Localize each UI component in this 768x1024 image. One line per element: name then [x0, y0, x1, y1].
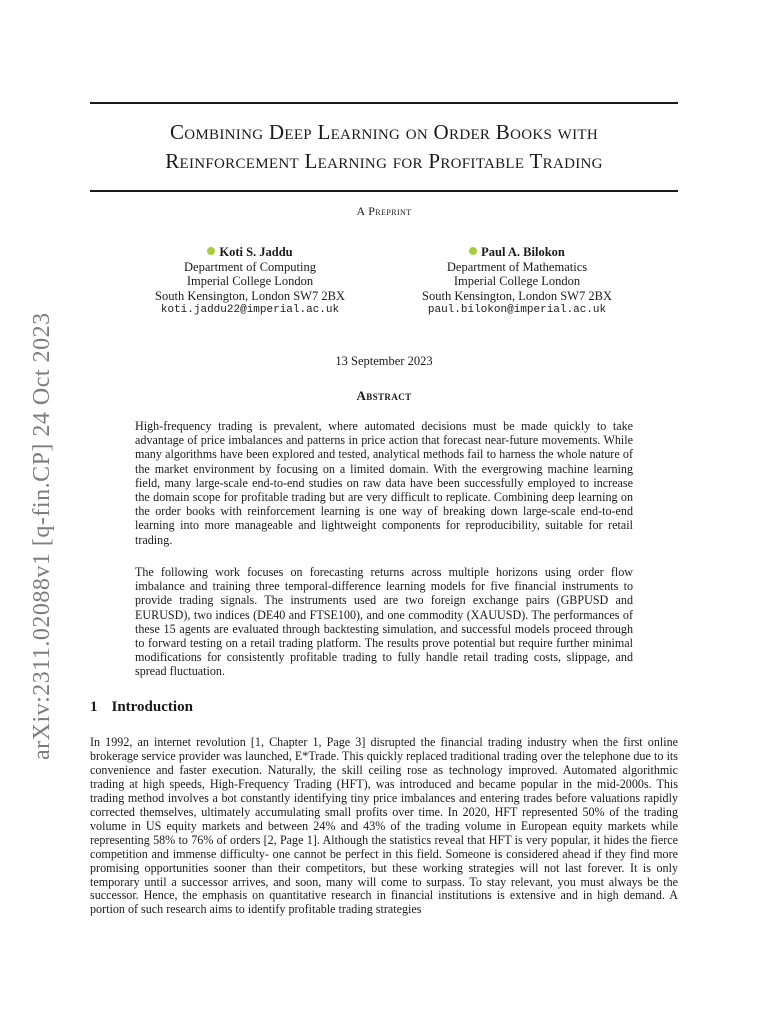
- author-name: Koti S. Jaddu: [120, 245, 380, 260]
- author-department: Department of Mathematics: [446, 259, 588, 274]
- author-block-2: [387, 245, 647, 318]
- title-top-rule: [90, 102, 678, 104]
- abstract-paragraph-2: The following work focuses on forecasting returns across multiple horizons using order flow imbalance and training three temporal-difference learning models for five financial instruments to provide trading signals. The instruments used are two foreign exchange pairs (GBPUSD and EURUSD), two indices (DE40 and FTSE100), and one commodity (XAUUSD). The performances of these 15 agents are evaluated through backtesting simulation, and successful models proceed through to forward testing on a retail trading platform. The results prove potential but require further minimal modifications for consistently profitable trading to fully handle retail trading costs, slippage, and spread fluctuation.: [135, 565, 633, 679]
- author-address: South Kensington, London SW7 2BX: [155, 288, 345, 303]
- arxiv-identifier-stamp: arXiv:2311.02088v1 [q-fin.CP] 24 Oct 2023: [29, 312, 55, 760]
- section-number: 1: [90, 699, 98, 715]
- author-institution: Imperial College London: [453, 274, 581, 288]
- abstract-heading: Abstract: [356, 388, 412, 403]
- author-address: South Kensington, London SW7 2BX: [422, 288, 612, 303]
- title-bottom-rule: [90, 190, 678, 192]
- title-line-2: Reinforcement Learning for Profitable Trading: [165, 149, 603, 173]
- author-institution: Imperial College London: [186, 274, 314, 288]
- paper-date: 13 September 2023: [335, 354, 433, 368]
- abstract-paragraph-1: High-frequency trading is prevalent, where automated decisions must be made quickly to take advantage of price imbalances and patterns in price action that forecast near-future movements. While many algorithms have been explored and tested, analytical methods fail to harness the whole nature of the market environment by focusing on a limited domain. With the evergrowing machine learning field, many large-scale end-to-end studies on raw data have been successfully employed to increase the domain scope for profitable trading but are very difficult to replicate. Combining deep learning on the order books with reinforcement learning is one way of breaking down large-scale end-to-end learning into more manageable and lightweight components for reproducibility, suitable for retail trading.: [135, 419, 633, 547]
- orcid-icon[interactable]: [469, 247, 477, 255]
- author-name: Paul A. Bilokon: [387, 245, 647, 260]
- preprint-label: A Preprint: [356, 204, 412, 218]
- orcid-icon[interactable]: [207, 247, 215, 255]
- introduction-paragraph: In 1992, an internet revolution [1, Chapter 1, Page 3] disrupted the financial trading industry when the first online brokerage service provider was launched, E*Trade. This quickly replaced traditional trading over the telephone due to its convenience and faster execution. Naturally, the skill ceiling rose as technology improved. Automated algorithmic trading at high speeds, High-Frequency Trading (HFT), was introduced and became popular in the mid-2000s. This trading method involves a bot constantly identifying tiny price imbalances and entering trades before valuations rapidly corrected themselves, ultimately accumulating small profits over time. In 2020, HFT represented 50% of the trading volume in US equity markets and between 24% and 43% of the trading volume in European equity markets while representing 58% to 76% of orders [2, Page 1]. Although the statistics reveal that HFT is very popular, it hides the fierce competition and immense difficulty- one cannot be perfect in this field. Someone is considered ahead if they find more promising opportunities sooner than their competitors, but these working strategies will not last forever. It is only temporary until a successor arrives, and soon, many will come to surpass. To stay relevant, you must always be the successor. Hence, the emphasis on quantitative research in financial institutions is extensive and in high demand. A portion of such research aims to identify profitable trading strategies: [90, 735, 678, 917]
- section-heading-introduction: [90, 699, 193, 716]
- author-email[interactable]: paul.bilokon@imperial.ac.uk: [427, 304, 607, 316]
- author-department: Department of Computing: [184, 259, 316, 274]
- author-block-1: [120, 245, 380, 318]
- author-email[interactable]: koti.jaddu22@imperial.ac.uk: [160, 304, 340, 316]
- title-line-1: Combining Deep Learning on Order Books with: [169, 120, 599, 144]
- paper-title: [90, 118, 678, 176]
- section-title: Introduction: [111, 699, 193, 715]
